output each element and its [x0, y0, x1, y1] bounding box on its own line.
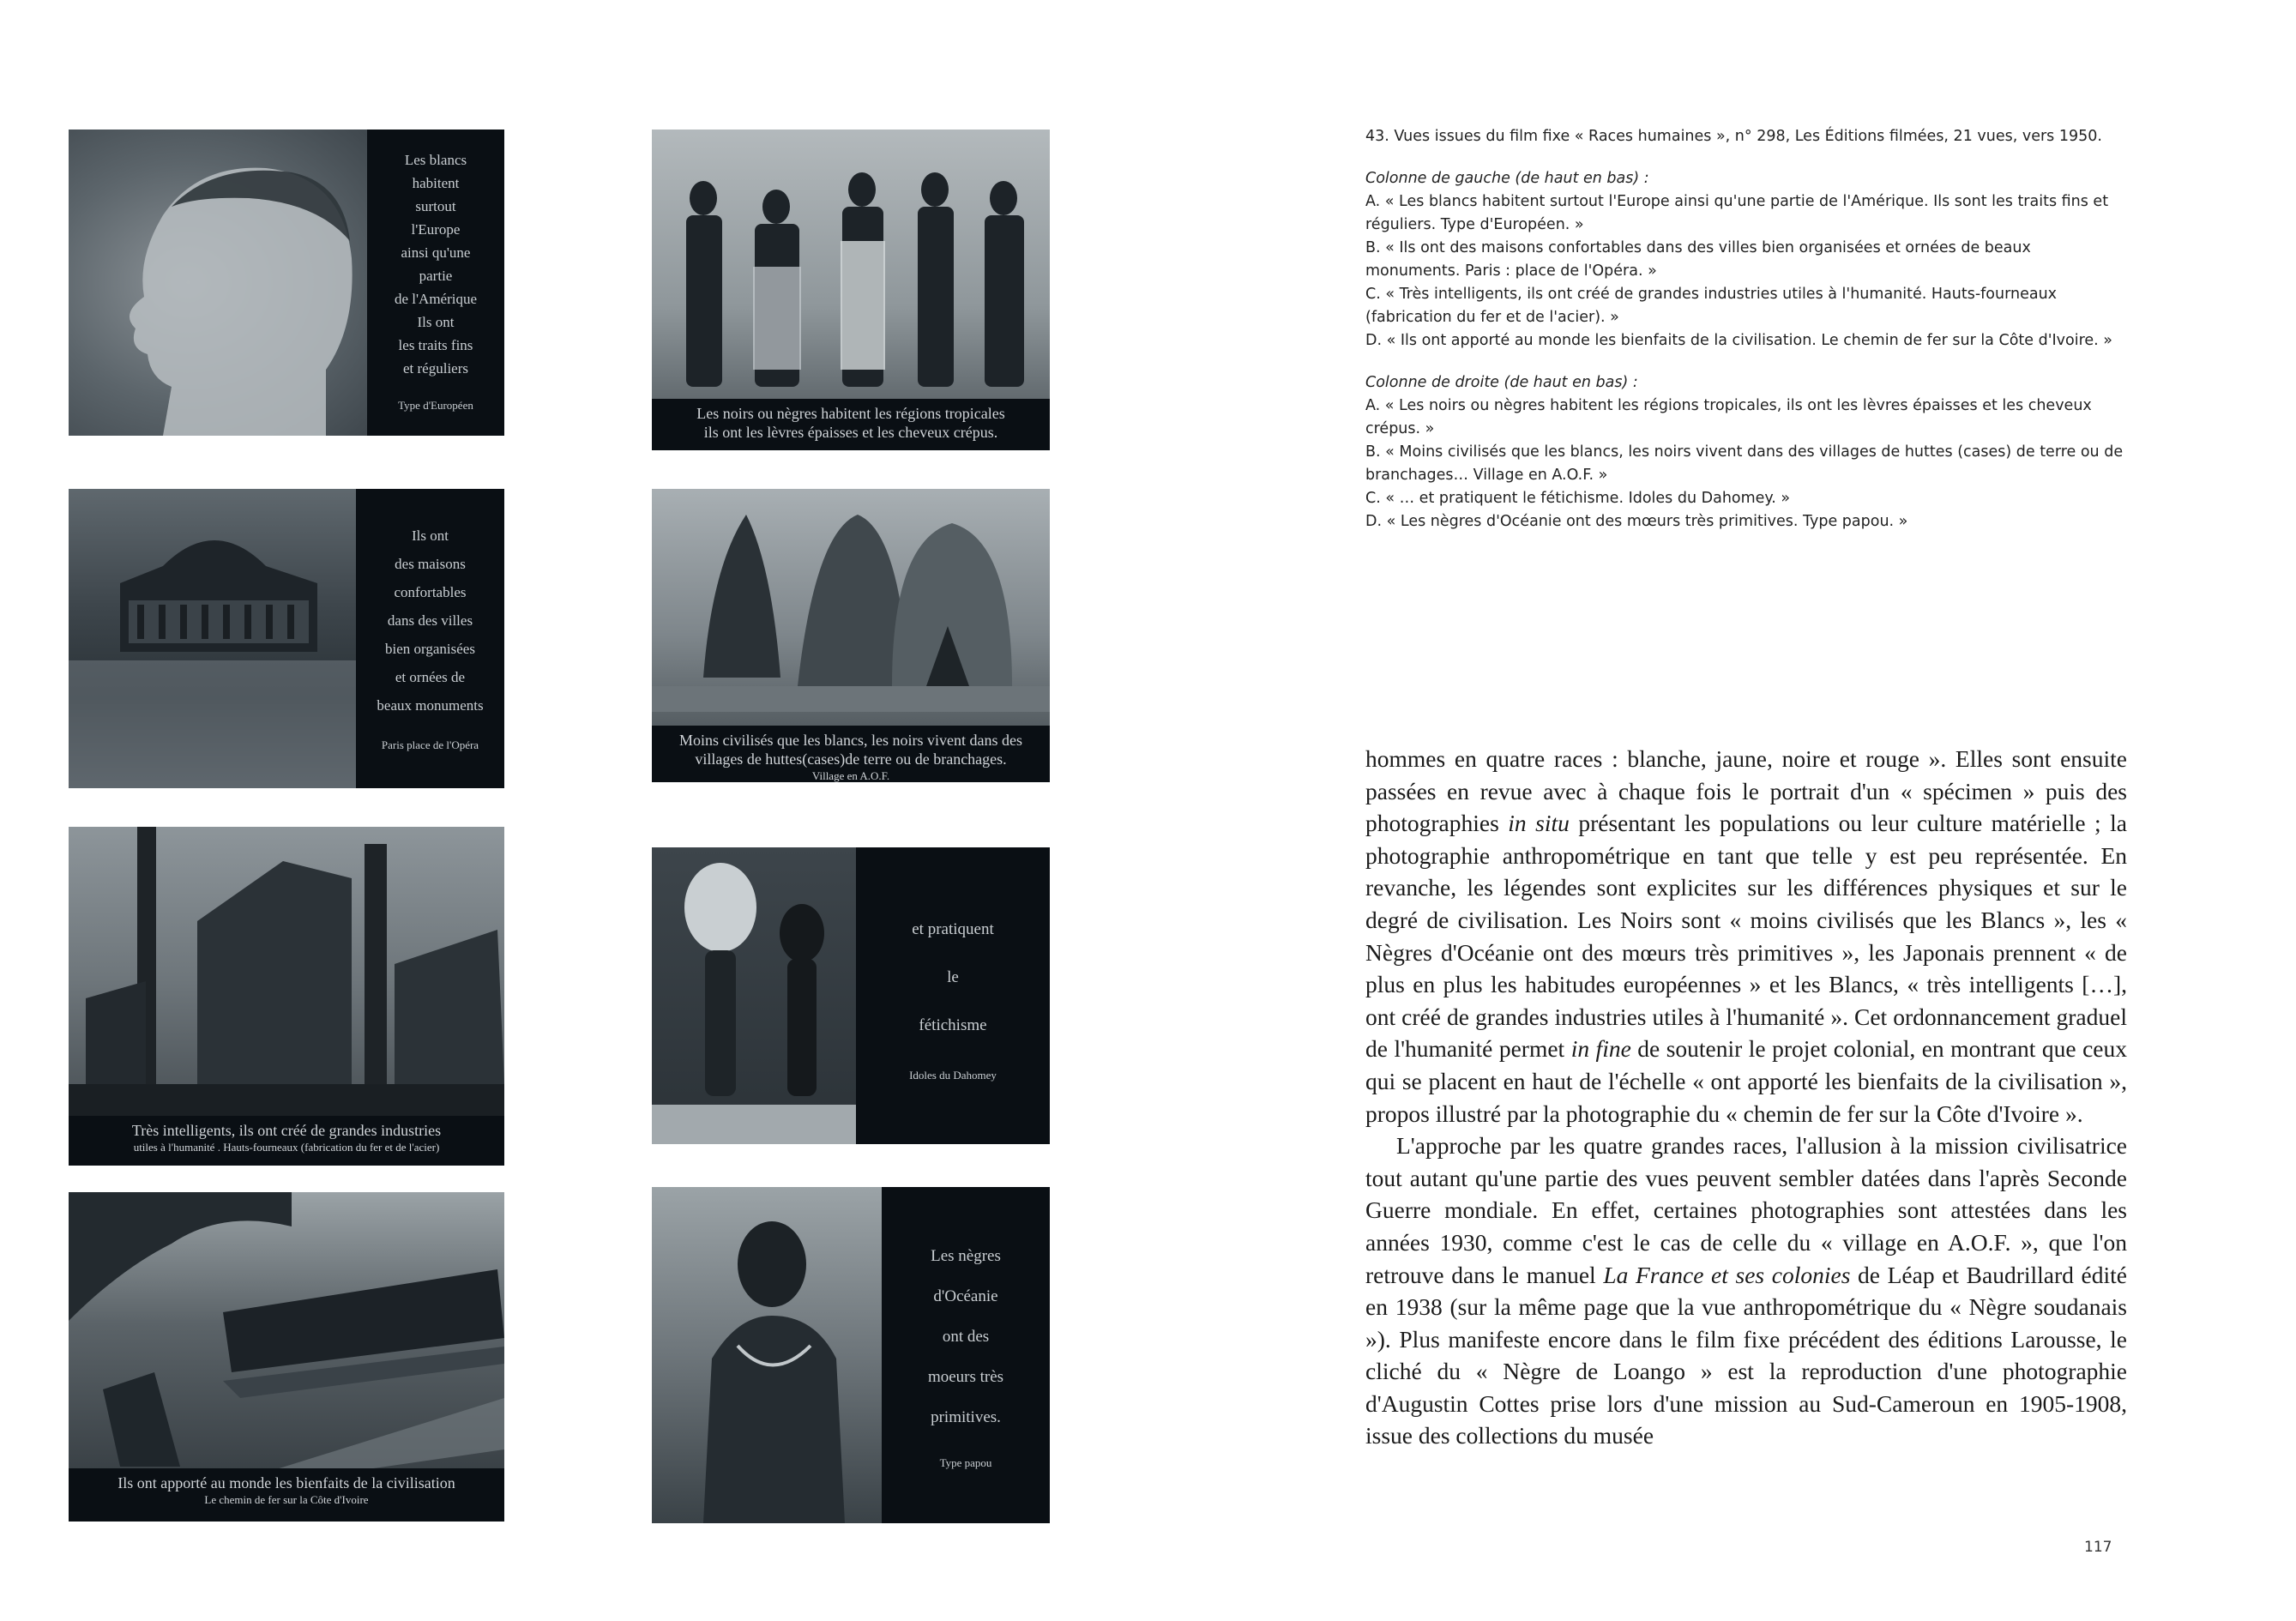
plate-side-caption — [856, 847, 1050, 1144]
side-caption-text: et pratiquent le fétichisme — [912, 919, 994, 1034]
bottom-caption-text: Les noirs ou nègres habitent les régions tropicales — [696, 405, 1005, 422]
caption-right-item: A. « Les noirs ou nègres habitent les régions tropicales, ils ont les lèvres épaisses et les cheveux crépus. » — [1365, 397, 2092, 437]
bottom-caption-text: Moins civilisés que les blancs, les noirs vivent dans des villages de huttes(cases)de terre ou de branchages. — [679, 732, 1022, 768]
side-caption-subtitle: Type d'Européen — [398, 399, 473, 412]
plate-paris-opera — [69, 489, 504, 788]
caption-spacer — [1365, 353, 2125, 371]
emphasis-text: in situ — [1508, 810, 1570, 837]
side-caption-text: Les blancs habitent surtout l'Europe ainsi qu'une partie de l'Amérique Ils ont les traits fins et réguliers — [394, 152, 478, 377]
bottom-caption-subtitle: utiles à l'humanité . Hauts-fourneaux (fabrication du fer et de l'acier) — [133, 1141, 440, 1154]
blast-furnace-photo — [69, 827, 504, 1166]
body-paragraph-2 — [1365, 1130, 2127, 1452]
bottom-caption-subtitle: ils ont les lèvres épaisses et les cheveux crépus. — [703, 424, 998, 441]
caption-left-item: C. « Très intelligents, ils ont créé de grandes industries utiles à l'humanité. Hauts-fourneaux (fabrication du fer et de l'acier). » — [1365, 286, 2058, 326]
side-caption-text: Ils ont des maisons confortables dans des villes bien organisées et ornées de beaux monuments — [377, 527, 484, 714]
caption-right-item: D. « Les nègres d'Océanie ont des mœurs très primitives. Type papou. » — [1365, 513, 1908, 530]
emphasis-text: La France et ses colonies — [1603, 1261, 1851, 1288]
caption-left-item: B. « Ils ont des maisons confortables dans des villes bien organisées et ornées de beaux monuments. Paris : place de l'Opéra. » — [1365, 239, 2031, 280]
plate-bottom-caption — [652, 399, 1050, 450]
figure-caption — [1365, 125, 2125, 533]
portrait-figure-icon — [652, 1187, 882, 1523]
profile-portrait-photo — [69, 130, 367, 436]
caption-left-item: A. « Les blancs habitent surtout l'Europe ainsi qu'une partie de l'Amérique. Ils sont les traits fins et réguliers. Type d'Européen. » — [1365, 193, 2109, 233]
side-caption-text: Les nègres d'Océanie ont des moeurs très primitives. — [927, 1247, 1004, 1426]
plate-blast-furnaces — [69, 827, 504, 1166]
plate-papuan-type — [652, 1187, 1050, 1523]
emphasis-text: in fine — [1570, 1035, 1631, 1063]
plate-side-caption — [367, 130, 504, 436]
plate-bottom-caption — [652, 726, 1050, 782]
caption-left-column-title: Colonne de gauche (de haut en bas) : — [1365, 170, 1649, 187]
plate-side-caption — [882, 1187, 1050, 1523]
plate-village-huts — [652, 489, 1050, 782]
caption-heading: 43. Vues issues du film fixe « Races humaines », n° 298, Les Éditions filmées, 21 vues, vers 1950. — [1365, 128, 2102, 145]
statuette-icon — [652, 847, 856, 1144]
head-silhouette-icon — [69, 130, 367, 436]
body-text-run: présentant les populations ou leur culture matérielle ; la photographie anthropométrique en tant que telle y est peu représentée. En revanche, les légendes sont explicites sur les différences physiques et sur le degré de civilisation. Les Noirs sont « moins civilisés que les Blancs », les « Nègres d'Océanie ont des mœurs très primitives », les Japonais prennent « de plus en plus les habitudes européennes » et les Blancs, « très intelligents […], ont créé de grandes industries utiles à l'humanité ». Cet ordonnancement graduel de l'humanité permet — [1365, 810, 2127, 1063]
caption-right-item: C. « … et pratiquent le fétichisme. Idoles du Dahomey. » — [1365, 490, 1791, 507]
body-text-run: hommes en quatre races : blanche, jaune, noire et rouge ». Elles sont ensuite passées en revue avec à chaque fois le portrait d'un « spécimen » puis des photographies — [1365, 745, 2127, 837]
side-caption-subtitle: Idoles du Dahomey — [909, 1068, 997, 1082]
bottom-caption-subtitle: Le chemin de fer sur la Côte d'Ivoire — [204, 1493, 369, 1506]
plate-bottom-caption — [69, 1468, 504, 1522]
plate-tropical-peoples — [652, 130, 1050, 450]
bottom-caption-text: Très intelligents, ils ont créé de grandes industries — [131, 1122, 442, 1139]
plate-dahomey-idols — [652, 847, 1050, 1144]
plate-side-caption — [356, 489, 504, 788]
page-number: 117 — [2084, 1539, 2112, 1556]
caption-right-item: B. « Moins civilisés que les blancs, les noirs vivent dans des villages de huttes (cases) de terre ou de branchages… Village en A.O.F. » — [1365, 443, 2124, 484]
body-text-run: de soutenir le projet colonial, en montrant que ceux qui se placent en haut de l'échelle « ont apporté les bienfaits de la civilisation », propos illustré par la photographie du « chemin de fer sur la Côte d'Ivoire ». — [1365, 1035, 2127, 1127]
body-text-run: de Léap et Baudrillard édité en 1938 (sur la même page que la vue anthropométrique du « Nègre soudanais »). Plus manifeste encore dans le film fixe précédent des éditions Larousse, le cliché du « Nègre de Loango » est la reproduction d'une photographie d'Augustin Cottes prise lors d'une mission au Sud-Cameroun en 1905-1908, issue des collections du musée — [1365, 1261, 2127, 1449]
papuan-portrait-photo — [652, 1187, 882, 1523]
bottom-caption-subtitle: Village en A.O.F. — [811, 769, 890, 782]
industry-structure-icon — [69, 827, 504, 1166]
idols-photo — [652, 847, 856, 1144]
plate-ivory-coast-railway — [69, 1192, 504, 1522]
side-caption-subtitle: Paris place de l'Opéra — [381, 738, 479, 751]
caption-left-item: D. « Ils ont apporté au monde les bienfaits de la civilisation. Le chemin de fer sur la Côte d'Ivoire. » — [1365, 332, 2113, 349]
plate-european-profile — [69, 130, 504, 436]
body-text — [1365, 743, 2127, 1452]
opera-building-icon — [69, 489, 356, 788]
side-caption-subtitle: Type papou — [939, 1456, 992, 1469]
body-paragraph-1 — [1365, 743, 2127, 1130]
bottom-caption-text: Ils ont apporté au monde les bienfaits de la civilisation — [118, 1474, 455, 1491]
body-text-run: L'approche par les quatre grandes races, l'allusion à la mission civilisatrice tout autant qu'une partie des vues peuvent sembler datées dans l'après Seconde Guerre mondiale. En effet, certaines photographies sont attestées dans les années 1930, comme c'est le cas de celle du « village en A.O.F. », que l'on retrouve dans le manuel — [1365, 1132, 2127, 1288]
plate-bottom-caption — [69, 1116, 504, 1166]
caption-right-column-title: Colonne de droite (de haut en bas) : — [1365, 374, 1638, 391]
opera-photo — [69, 489, 356, 788]
